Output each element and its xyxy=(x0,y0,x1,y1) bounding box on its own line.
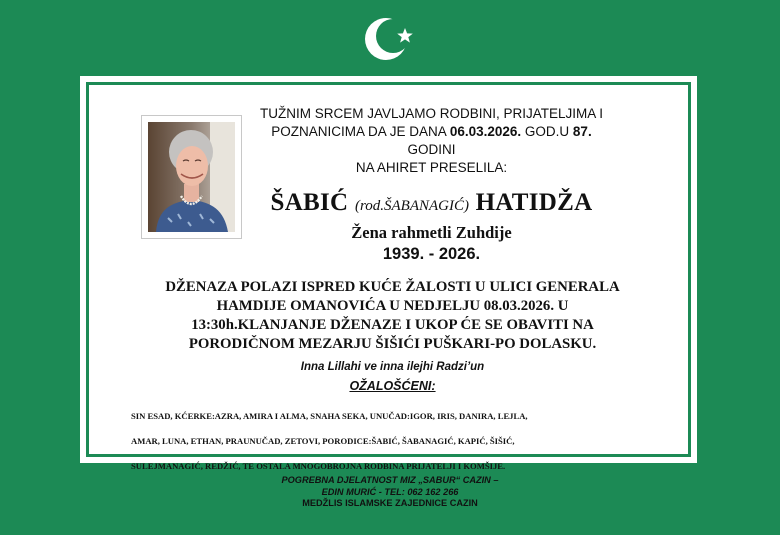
funeral-line: HAMDIJE OMANOVIĆA U NEDJELJU 08.03.2026. U xyxy=(216,298,569,314)
intro-line-2 xyxy=(249,123,614,159)
funeral-details xyxy=(129,278,656,354)
green-border-frame xyxy=(86,82,691,471)
footer-line-2: EDIN MURIĆ - TEL: 062 162 266 xyxy=(321,486,459,497)
age: 87. xyxy=(572,124,592,139)
spouse-line: Žena rahmetli Zuhdije xyxy=(351,223,512,242)
funeral-line: DŽENAZA POLAZI ISPRED KUĆE ŽALOSTI U ULICI GENERALA xyxy=(165,279,620,295)
intro-line-1: TUŽNIM SRCEM JAVLJAMO RODBINI, PRIJATELJIMA I xyxy=(259,106,604,121)
portrait-photo xyxy=(142,116,241,238)
intro-middle: GOD.U xyxy=(521,124,573,139)
life-years: 1939. - 2026. xyxy=(382,245,481,263)
mourners-list xyxy=(131,397,655,485)
mourners-line: AMAR, LUNA, ETHAN, PRAUNUČAD, ZETOVI, PORODICE:ŠABIĆ, ŠABANAGIĆ, KAPIĆ, ŠIŠIĆ, xyxy=(131,435,515,446)
intro-suffix: GODINI xyxy=(407,142,456,157)
notice-card xyxy=(80,76,697,471)
footer-line-3: MEDŽLIS ISLAMSKE ZAJEDNICE CAZIN xyxy=(302,498,478,508)
mourners-line: SIN ESAD, KĆERKE:AZRA, AMIRA I ALMA, SNAHA SEKA, UNUČAD:IGOR, IRIS, DANIRA, LEJLA, xyxy=(131,410,528,421)
maiden-name: (rod.ŠABANAGIĆ) xyxy=(354,198,469,214)
announcement-intro xyxy=(249,105,614,177)
footer-line-1: POGREBNA DJELATNOST MIZ „SABUR“ CAZIN – xyxy=(281,475,499,485)
funeral-line: PORODIČNOM MEZARJU ŠIŠIĆI PUŠKARI-PO DOLASKU. xyxy=(188,336,597,352)
crescent-star-icon xyxy=(363,14,417,64)
mourners-line: SULEJMANAGIĆ, REDŽIĆ, TE OSTALA MNOGOBROJNA RODBINA PRIJATELJI I KOMŠIJE. xyxy=(131,460,506,471)
deceased-name xyxy=(249,189,614,217)
funeral-line: 13:30h.KLANJANJE DŽENAZE I UKOP ĆE SE OBAVITI NA xyxy=(191,317,594,333)
portrait-image xyxy=(148,122,235,232)
intro-prefix: POZNANICIMA DA JE DANA xyxy=(271,124,450,139)
mourners-title: OŽALOŠĆENI: xyxy=(349,379,436,393)
funeral-home-footer xyxy=(190,475,590,510)
date-of-death: 06.03.2026. xyxy=(449,124,522,139)
surname: ŠABIĆ xyxy=(270,189,349,216)
first-name: HATIDŽA xyxy=(475,189,593,216)
prayer-line: Inna Lillahi ve inna ilejhi Radzi’un xyxy=(300,361,485,373)
intro-line-3: NA AHIRET PRESELILA: xyxy=(355,160,508,175)
